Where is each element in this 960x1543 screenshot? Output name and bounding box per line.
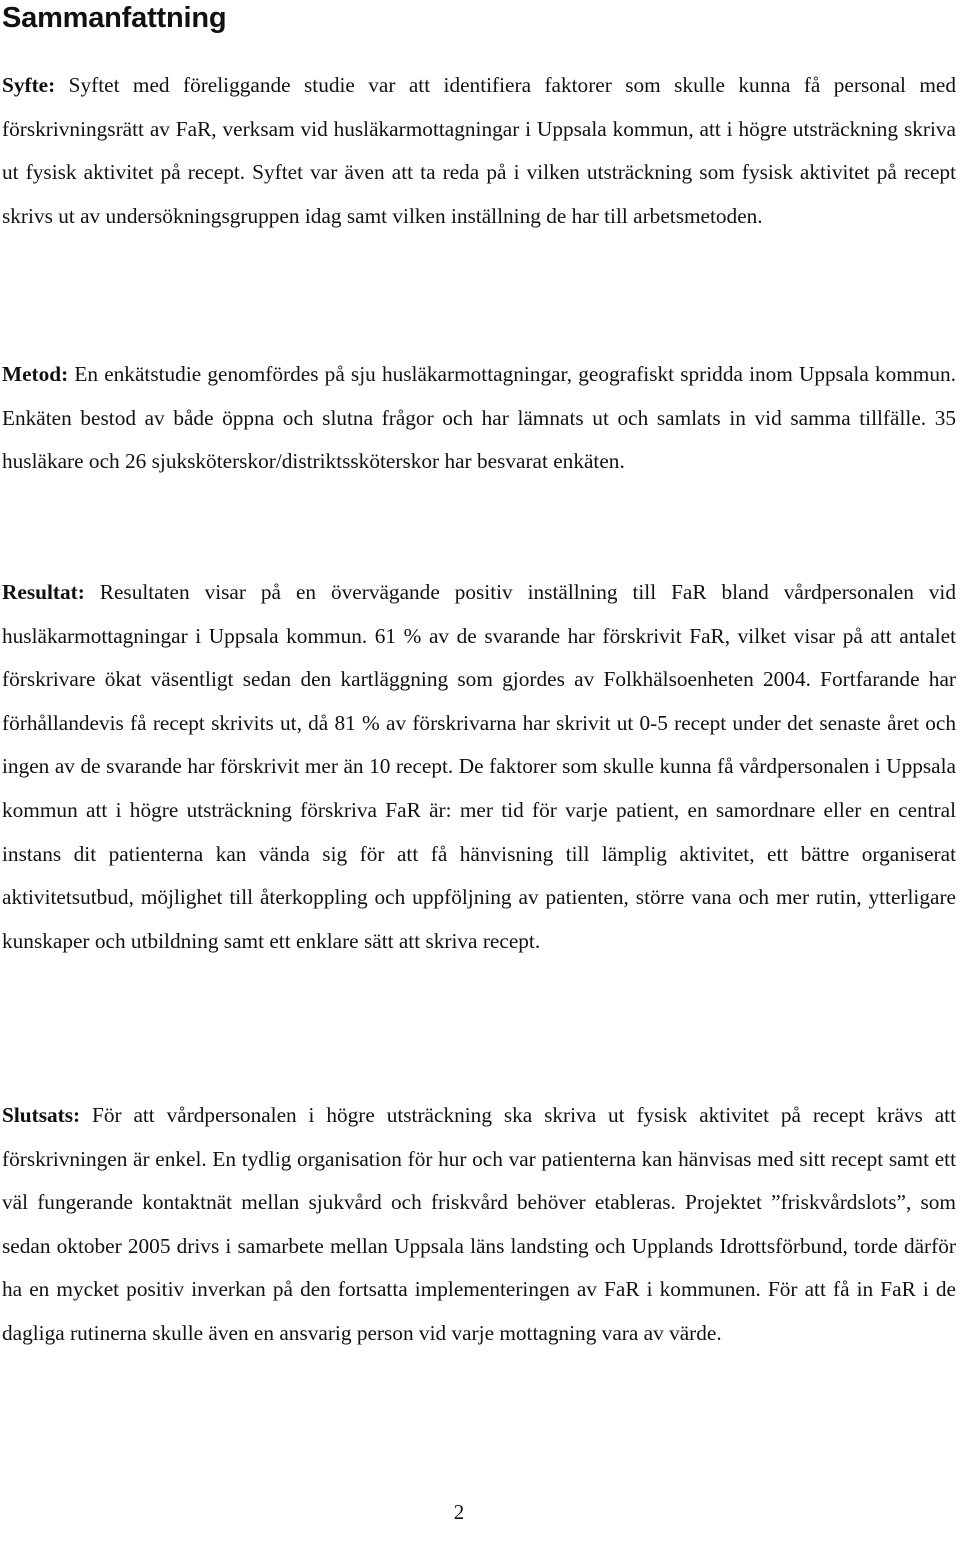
section-slutsats [2, 1094, 956, 1356]
section-label-slutsats: Slutsats: [2, 1103, 81, 1127]
section-label-resultat: Resultat: [2, 580, 85, 604]
section-metod [2, 353, 956, 484]
section-label-metod: Metod: [2, 362, 69, 386]
page-number: 2 [453, 1500, 465, 1524]
section-text-syfte: Syftet med föreliggande studie var att identifiera faktorer som skulle kunna få personal med förskrivningsrätt av FaR, verksam vid husläkarmottagningar i Uppsala kommun, att i högre utsträckning skriva ut fysisk aktivitet på recept. Syftet var även att ta reda på i vilken utsträckning som fysisk aktivitet på recept skrivs ut av undersökningsgruppen idag samt vilken inställning de har till arbetsmetoden. [2, 73, 956, 228]
page-title: Sammanfattning [2, 2, 227, 34]
section-text-metod: En enkätstudie genomfördes på sju husläkarmottagningar, geografiskt spridda inom Uppsala kommun. Enkäten bestod av både öppna och slutna frågor och har lämnats ut och samlats in vid samma tillfälle. 35 husläkare och 26 sjuksköterskor/distriktssköterskor har besvarat enkäten. [2, 362, 956, 474]
section-text-resultat: Resultaten visar på en övervägande positiv inställning till FaR bland vårdpersonalen vid husläkarmottagningar i Uppsala kommun. 61 % av de svarande har förskrivit FaR, vilket visar på att antalet förskrivare ökat väsentligt sedan den kartläggning som gjordes av Folkhälsoenheten 2004. Fortfarande har förhållandevis få recept skrivits ut, då 81 % av förskrivarna har skrivit ut 0-5 recept under det senaste året och ingen av de svarande har förskrivit mer än 10 recept. De faktorer som skulle kunna få vårdpersonalen i Uppsala kommun att i högre utsträckning förskriva FaR är: mer tid för varje patient, en samordnare eller en central instans dit patienterna kan vända sig för att få hänvisning till lämplig aktivitet, ett bättre organiserat aktivitetsutbud, möjlighet till återkoppling och uppföljning av patienten, större vana och mer rutin, ytterligare kunskaper och utbildning samt ett enklare sätt att skriva recept. [2, 580, 956, 953]
section-label-syfte: Syfte: [2, 73, 56, 97]
section-syfte [2, 64, 956, 238]
section-resultat [2, 571, 956, 963]
section-text-slutsats: För att vårdpersonalen i högre utsträckning ska skriva ut fysisk aktivitet på recept krävs att förskrivningen är enkel. En tydlig organisation för hur och var patienterna kan hänvisas med sitt recept samt ett väl fungerande kontaktnät mellan sjukvård och friskvård behöver etableras. Projektet ”friskvårdslots”, som sedan oktober 2005 drivs i samarbete mellan Uppsala läns landsting och Upplands Idrottsförbund, torde därför ha en mycket positiv inverkan på den fortsatta implementeringen av FaR i kommunen. För att få in FaR i de dagliga rutinerna skulle även en ansvarig person vid varje mottagning vara av värde. [2, 1103, 956, 1345]
